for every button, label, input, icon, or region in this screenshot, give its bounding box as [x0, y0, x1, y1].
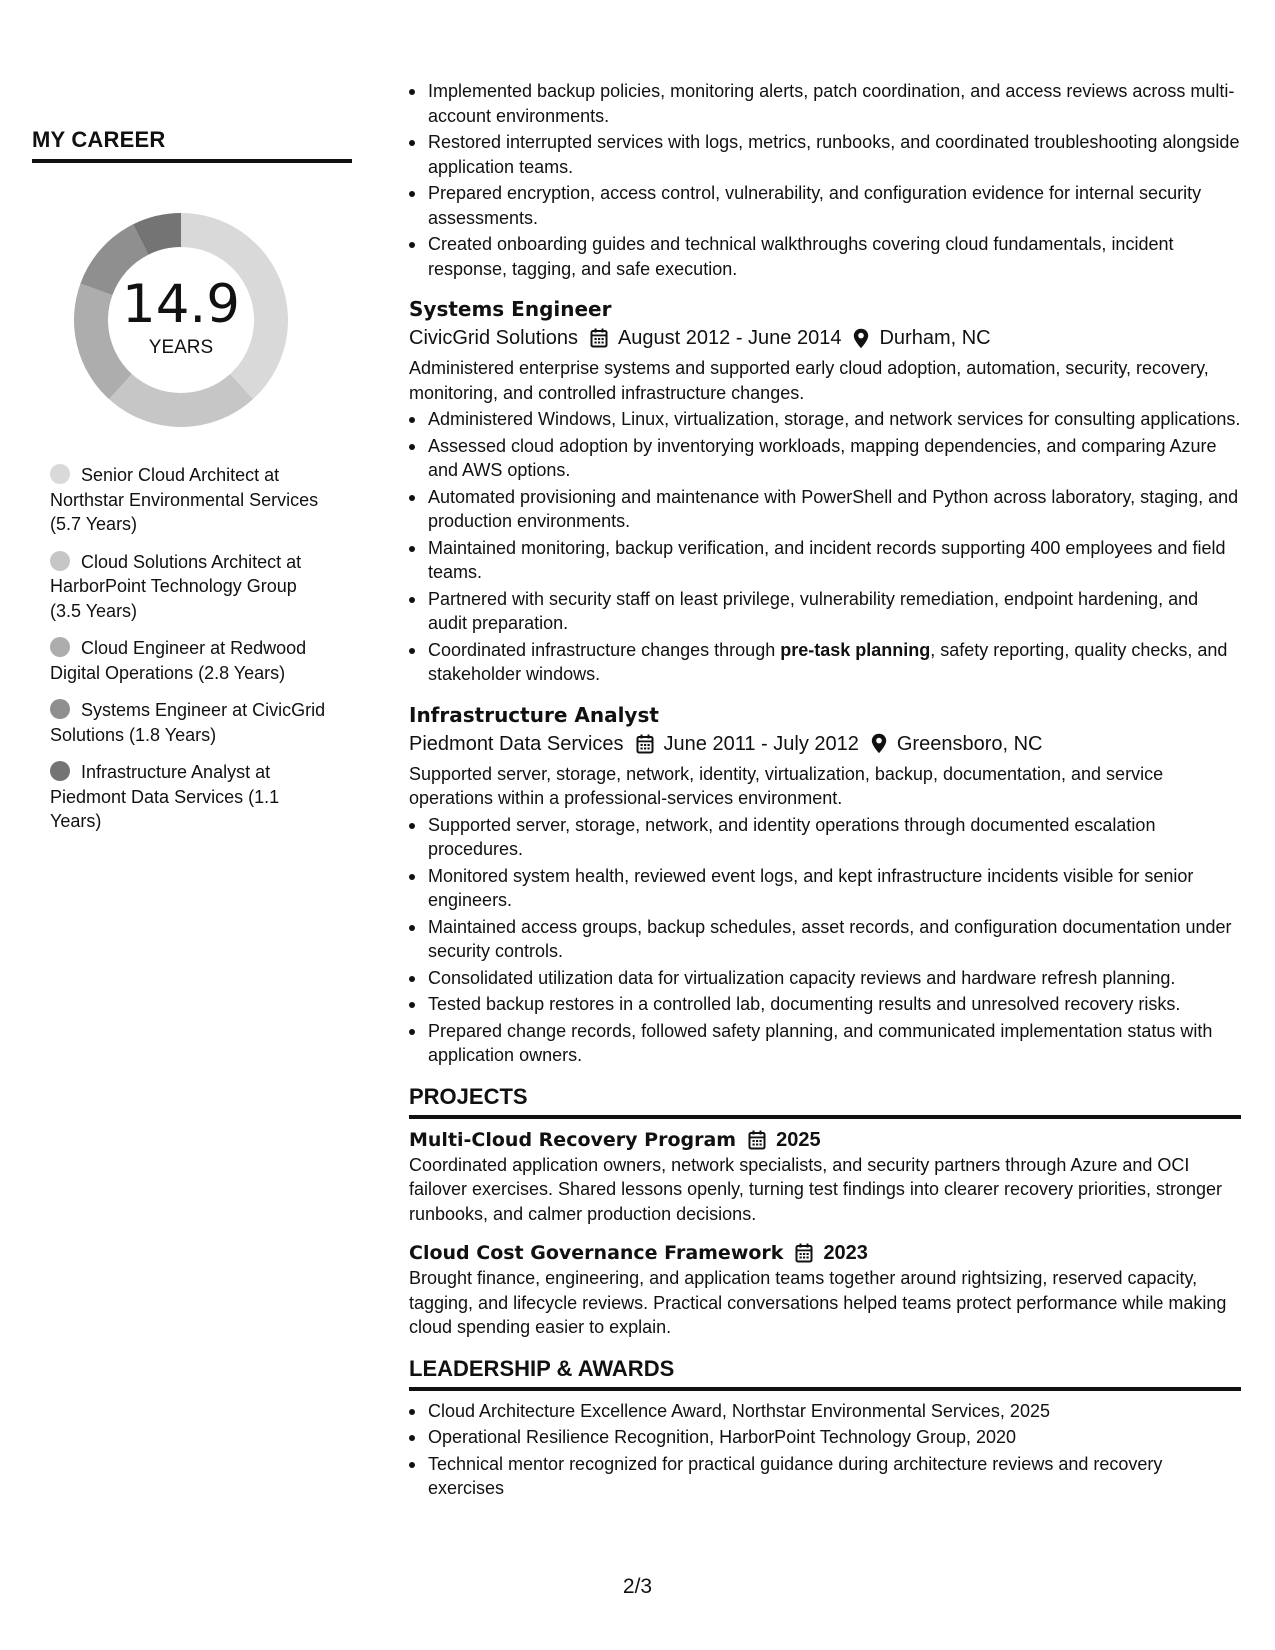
job-entry-systems-engineer	[409, 295, 1241, 687]
project-title-row	[409, 1240, 1241, 1266]
legend-item	[50, 698, 330, 747]
bullet-text: , safety reporting, quality checks, and stakeholder windows.	[428, 639, 1228, 684]
project-year: 2025	[776, 1128, 821, 1151]
calendar-icon	[748, 1130, 766, 1150]
legend-swatch	[50, 761, 70, 781]
list-item: Implemented backup policies, monitoring alerts, patch coordination, and access reviews across multi-account environments.	[409, 79, 1241, 128]
awards-heading-rule	[409, 1387, 1241, 1391]
map-pin-icon	[853, 328, 869, 349]
career-donut-center	[66, 205, 296, 435]
list-item: Technical mentor recognized for practical guidance during architecture reviews and recovery exercises	[409, 1452, 1241, 1501]
legend-swatch	[50, 637, 70, 657]
list-item: Tested backup restores in a controlled lab, documenting results and unresolved recovery risks.	[409, 992, 1241, 1017]
list-item: Monitored system health, reviewed event logs, and kept infrastructure incidents visible for senior engineers.	[409, 864, 1241, 913]
list-item: Cloud Architecture Excellence Award, Northstar Environmental Services, 2025	[409, 1399, 1241, 1424]
bullet-bold-text: pre-task planning	[780, 639, 931, 660]
career-heading: MY CAREER	[32, 127, 166, 152]
career-donut-chart	[66, 205, 296, 435]
list-item: Maintained monitoring, backup verification, and incident records supporting 400 employees and field teams.	[409, 536, 1241, 585]
legend-label: Cloud Engineer at Redwood Digital Operations (2.8 Years)	[50, 638, 307, 683]
job-location: Durham, NC	[879, 327, 991, 349]
list-item: Restored interrupted services with logs, metrics, runbooks, and coordinated troubleshooting alongside application teams.	[409, 130, 1241, 179]
list-item: Administered Windows, Linux, virtualization, storage, and network services for consulting applications.	[409, 407, 1241, 432]
job-summary: Supported server, storage, network, identity, virtualization, backup, documentation, and service operations within a professional-services environment.	[409, 763, 1164, 808]
job-entry-infrastructure-analyst	[409, 701, 1241, 1068]
list-item: Consolidated utilization data for virtualization capacity reviews and hardware refresh planning.	[409, 966, 1241, 991]
job-dates: June 2011 - July 2012	[663, 732, 859, 755]
list-item: Supported server, storage, network, and identity operations through documented escalation procedures.	[409, 813, 1241, 862]
list-item: Prepared change records, followed safety planning, and communicated implementation status with application owners.	[409, 1019, 1241, 1068]
career-legend	[32, 463, 352, 834]
page-number: 2/3	[622, 1575, 653, 1598]
legend-item	[50, 463, 330, 537]
legend-swatch	[50, 699, 70, 719]
job-title: Infrastructure Analyst	[409, 702, 659, 727]
project-title: Cloud Cost Governance Framework	[409, 1242, 784, 1264]
list-item: Created onboarding guides and technical walkthroughs covering cloud fundamentals, incident response, tagging, and safe execution.	[409, 232, 1241, 281]
list-item: Prepared encryption, access control, vulnerability, and configuration evidence for internal security assessments.	[409, 181, 1241, 230]
list-item: Maintained access groups, backup schedules, asset records, and configuration documentation under security controls.	[409, 915, 1241, 964]
project-description: Coordinated application owners, network specialists, and security partners through Azure and OCI failover exercises. Shared lessons openly, turning test findings into clearer recovery priorities, stronger runbooks, and calmer production decisions.	[409, 1154, 1223, 1224]
legend-item	[50, 636, 330, 685]
job-location: Greensboro, NC	[896, 732, 1043, 755]
project-title: Multi-Cloud Recovery Program	[409, 1128, 737, 1151]
awards-list	[409, 1399, 1241, 1501]
project-title-row	[409, 1127, 1241, 1153]
career-total-unit: YEARS	[148, 337, 214, 358]
legend-swatch	[50, 464, 70, 484]
list-item: Automated provisioning and maintenance with PowerShell and Python across laboratory, staging, and production environments.	[409, 485, 1241, 534]
list-item: Assessed cloud adoption by inventorying workloads, mapping dependencies, and comparing Azure and AWS options.	[409, 434, 1241, 483]
legend-label: Senior Cloud Architect at Northstar Environmental Services (5.7 Years)	[50, 465, 319, 534]
job-company: Piedmont Data Services	[409, 732, 624, 755]
legend-item	[50, 760, 330, 834]
legend-label: Systems Engineer at CivicGrid Solutions (1.8 Years)	[50, 700, 326, 745]
legend-label: Cloud Solutions Architect at HarborPoint Technology Group (3.5 Years)	[50, 551, 302, 621]
job-bullets	[409, 407, 1241, 687]
legend-swatch	[50, 551, 70, 571]
awards-heading: LEADERSHIP & AWARDS	[409, 1355, 675, 1381]
job-company: CivicGrid Solutions	[409, 327, 578, 349]
list-item: Partnered with security staff on least privilege, vulnerability remediation, endpoint hardening, and audit preparation.	[409, 587, 1241, 636]
career-total-years: 14.9	[121, 274, 240, 335]
career-heading-rule	[32, 159, 352, 163]
map-pin-icon	[871, 733, 887, 754]
bullet-text: Coordinated infrastructure changes through	[428, 639, 781, 660]
job-summary: Administered enterprise systems and supported early cloud adoption, automation, security, recovery, monitoring, and controlled infrastructure changes.	[409, 358, 1209, 403]
project-description: Brought finance, engineering, and application teams together around rightsizing, reserved capacity, tagging, and lifecycle reviews. Practical conversations helped teams protect performance while making cloud spending easier to explain.	[409, 1268, 1227, 1337]
previous-job-bullets	[409, 79, 1241, 281]
legend-label: Infrastructure Analyst at Piedmont Data Services (1.1 Years)	[50, 762, 280, 831]
job-meta	[409, 323, 1241, 353]
calendar-icon	[590, 328, 608, 348]
awards-section	[409, 1354, 1241, 1501]
calendar-icon	[636, 734, 654, 754]
project-year: 2023	[823, 1242, 868, 1264]
job-bullets	[409, 813, 1241, 1068]
calendar-icon	[795, 1243, 813, 1263]
job-dates: August 2012 - June 2014	[617, 327, 842, 349]
job-title: Systems Engineer	[409, 297, 612, 321]
list-item: Operational Resilience Recognition, HarborPoint Technology Group, 2020	[409, 1425, 1241, 1450]
projects-section	[409, 1082, 1241, 1340]
projects-heading-rule	[409, 1115, 1241, 1119]
main-column	[409, 79, 1241, 1503]
legend-item	[50, 550, 330, 624]
career-sidebar	[32, 125, 352, 847]
projects-heading: PROJECTS	[409, 1083, 528, 1109]
job-meta	[409, 729, 1241, 759]
list-item	[409, 638, 1241, 687]
